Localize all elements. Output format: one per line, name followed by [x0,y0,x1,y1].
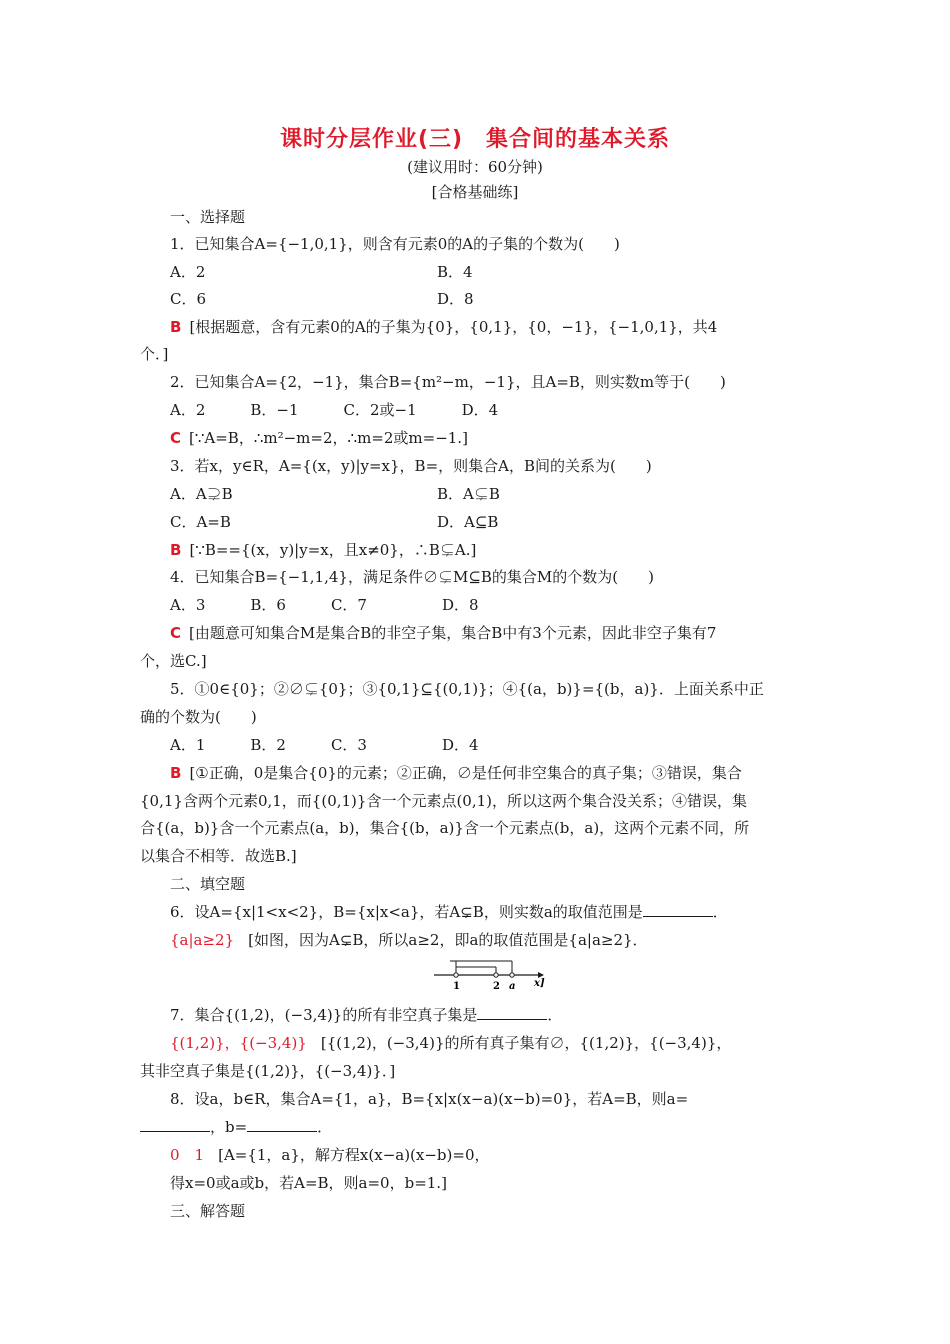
q5-answer-line [170,762,850,784]
q1-option-b: B．4 [437,263,473,281]
q2-stem: 2．已知集合A={2，−1}，集合B={m²−m，−1}，且A=B，则实数m等于( ) [170,373,726,391]
figure-label-2: 2 [493,981,500,991]
q3-option-b: B．A⊊B [437,485,500,503]
q5-explanation-3: 合{(a，b)}含一个元素点(a，b)，集合{(b，a)}含一个元素点(b，a)，这两个元素不同，所 [140,819,750,837]
q5-answer: B [170,764,182,782]
q5-explanation-2: {0,1}含两个元素0,1，而{(0,1)}含一个元素点(0,1)，所以这两个集合没关系；④错误，集 [140,792,748,810]
q1-explanation: [根据题意，含有元素0的A的子集为{0}，{0,1}，{0，−1}，{−1,0,1}，共4 [189,318,718,336]
q3-option-c: C．A=B [170,513,231,531]
q6-stem-line: 6．设A={x|1<x<2}，B={x|x<a}，若A⊊B，则实数a的取值范围是 ． [170,903,728,921]
q7-stem-line: 7．集合{(1,2)，(−3,4)}的所有非空真子集是 ． [170,1006,563,1024]
q3-option-a: A．A⊋B [170,485,233,503]
q5-explanation-4: 以集合不相等．故选B.] [140,847,297,865]
number-line-figure [430,957,550,991]
q2-answer: C [170,429,182,447]
figure-label-a: a [509,981,516,991]
q6-stem: 6．设A={x|1<x<2}，B={x|x<a}，若A⊊B，则实数a的取值范围是 [170,903,643,921]
q8-answer-line [170,1144,850,1166]
q8-explanation-cont: 得x=0或a或b，若A=B，则a=0，b=1.] [170,1174,447,1192]
q8-answer: 0 1 [170,1146,205,1164]
q1-answer-line [170,316,850,338]
q3-stem: 3．若x，y∈R，A={(x，y)|y=x}，B=，则集合A，B间的关系为( ) [170,457,652,475]
figure-label-1: 1 [453,981,460,991]
q7-explanation-cont: 其非空真子集是{(1,2)}，{(−3,4)}．] [140,1062,396,1080]
q4-answer: C [170,624,182,642]
q3-answer: B [170,541,182,559]
q1-option-c: C．6 [170,290,207,308]
q2-explanation: [∵A=B，∴m²−m=2，∴m=2或m=−1.] [189,429,468,447]
q8-stem: 8．设a，b∈R，集合A={1，a}，B={x|x(x−a)(x−b)=0}，若A=B，则a= [170,1090,689,1108]
q5-explanation: [①正确，0是集合{0}的元素；②正确，∅是任何非空集合的真子集；③错误，集合 [189,764,742,782]
q6-blank [643,902,713,917]
q8-stem-cont: ，b= ． [140,1116,820,1138]
q4-answer-line [170,622,850,644]
figure-label-x: x] [534,978,545,989]
q1-option-d: D．8 [437,290,474,308]
q3-explanation: [∵B=={(x，y)|y=x，且x≠0}，∴B⊊A.] [189,541,477,559]
page-title: 课时分层作业(三) 集合间的基本关系 [279,127,671,152]
q5-options: A．1 B．2 C．3 D．4 [170,736,479,754]
time-note: (建议用时：60分钟) [407,158,543,176]
q6-answer: {a|a≥2} [170,931,235,949]
q5-stem: 5．①0∈{0}；②∅⊊{0}；③{0,1}⊆{(0,1)}；④{(a，b)}={(b，a)}．上面关系中正 [170,680,764,698]
q7-blank [477,1005,547,1020]
q1-stem: 1．已知集合A={−1,0,1}，则含有元素0的A的子集的个数为( ) [170,235,620,253]
q8-blank-a [140,1117,210,1132]
q7-answer-line [170,1032,850,1054]
level-heading: [合格基础练] [431,183,519,201]
q1-explanation-cont: 个．] [140,345,169,363]
section-fill: 二、填空题 [170,875,246,893]
section-solve: 三、解答题 [170,1202,246,1220]
q7-answer: {(1,2)}，{(−3,4)} [170,1034,307,1052]
q4-options: A．3 B．6 C．7 D．8 [170,596,479,614]
section-choice: 一、选择题 [170,208,246,226]
q8-explanation: [A={1，a}，解方程x(x−a)(x−b)=0， [218,1146,490,1164]
q5-stem-cont: 确的个数为( ) [140,708,257,726]
q7-stem: 7．集合{(1,2)，(−3,4)}的所有非空真子集是 [170,1006,478,1024]
q4-explanation: [由题意可知集合M是集合B的非空子集，集合B中有3个元素，因此非空子集有7 [189,624,717,642]
q3-option-d: D．A⊆B [437,513,499,531]
q8-stem-mid: ，b= [210,1118,248,1136]
q4-explanation-cont: 个，选C.] [140,652,207,670]
q8-blank-b [247,1117,317,1132]
q6-answer-line [170,929,850,951]
q7-explanation: [{(1,2)，(−3,4)}的所有真子集有∅，{(1,2)}，{(−3,4)}， [320,1034,732,1052]
q1-option-a: A．2 [170,263,206,281]
q2-answer-line [170,427,850,449]
q3-answer-line [170,539,850,561]
q1-answer: B [170,318,182,336]
q6-explanation: [如图，因为A⊊B，所以a≥2，即a的取值范围是{a|a≥2}． [248,931,648,949]
q4-stem: 4．已知集合B={−1,1,4}，满足条件∅⊊M⊆B的集合M的个数为( ) [170,568,654,586]
q2-options: A．2 B．−1 C．2或−1 D．4 [170,401,499,419]
